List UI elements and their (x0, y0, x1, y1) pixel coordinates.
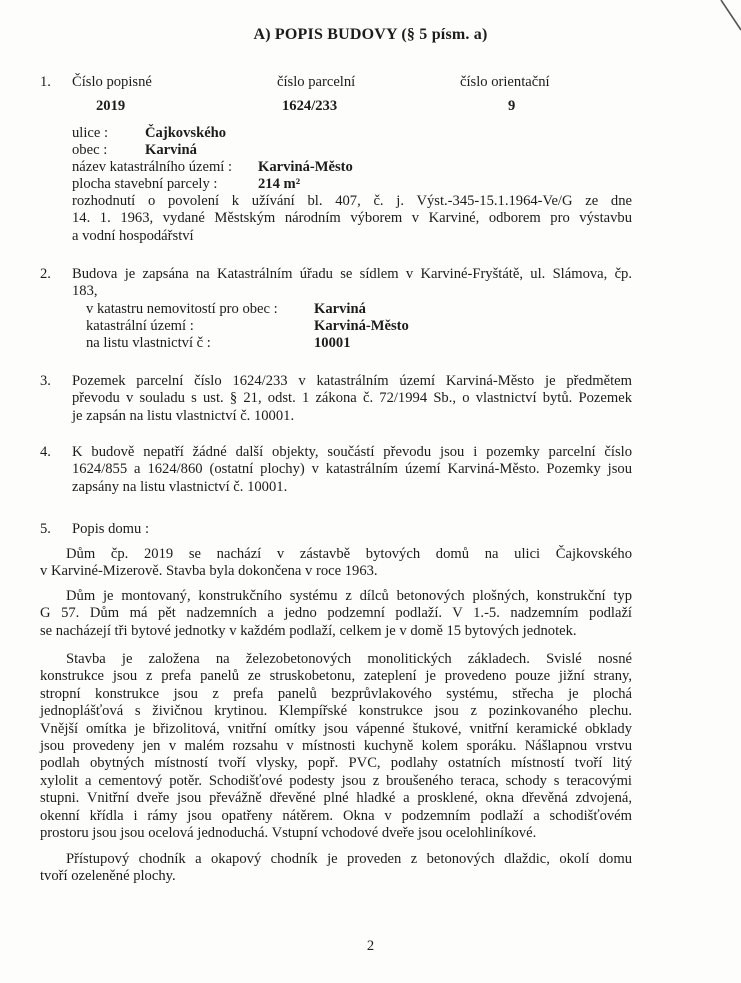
page-number: 2 (366, 938, 375, 954)
rozhodnuti-text (72, 193, 632, 245)
paragraph-2-line-2: G 57. Dům má pět nadzemních a jedno podzemní podlaží. V 1.-5. nadzemním podlaží (40, 605, 632, 622)
section-1-number: 1. (40, 74, 51, 90)
rozhodnuti-line-3: a vodní hospodářství (72, 227, 194, 244)
value-cislo-orientacni: 9 (508, 98, 516, 114)
lv-label: na listu vlastnictví č : (86, 335, 211, 351)
section-4-number: 4. (40, 444, 51, 460)
paragraph-4 (40, 851, 632, 886)
paragraph-4-line-1: Přístupový chodník a okapový chodník je proveden z betonových dlaždic, okolí domu (66, 851, 632, 867)
obec-label: obec : (72, 142, 108, 158)
ulice-label: ulice : (72, 125, 109, 141)
page-title: A) POPIS BUDOVY (§ 5 písm. a) (253, 26, 488, 43)
rozhodnuti-line-2: 14. 1. 1963, vydané Městským národním výborem v Karviné, odborem pro výstavbu (72, 210, 632, 227)
ulice-value: Čajkovského (145, 125, 227, 141)
ku-label: katastrální území : (86, 318, 194, 334)
paragraph-3-line-7: podlah obytných místností tvoří vlysky, popř. PVC, podlahy ostatních místností tvoří litý (40, 755, 632, 772)
paragraph-3-line-10: okenní křídla i rámy jsou opatřeny nátěrem. Okna v podzemním podlaží a schodišťovém (40, 807, 632, 824)
section-2-line-2: 183, (72, 283, 98, 300)
paragraph-2-line-1: Dům je montovaný, konstrukčního systému z dílců betonových plošných, konstrukční typ (66, 588, 632, 604)
paragraph-3-line-6: jsou provedeny jen v malém rozsahu v místnosti kuchyně kolem sporáku. Nášlapnou vrstvu (40, 738, 632, 755)
section-5-heading: Popis domu : (72, 521, 150, 537)
value-cislo-parcelni: 1624/233 (282, 98, 338, 114)
section-3-text (72, 373, 632, 425)
section-2-line-1: Budova je zapsána na Katastrálním úřadu se sídlem v Karviné-Fryštátě, ul. Slámova, čp. (72, 266, 632, 282)
lv-value: 10001 (314, 335, 351, 351)
section-2-text (72, 266, 632, 301)
plocha-value: 214 m² (258, 176, 301, 192)
paragraph-1-line-1: Dům čp. 2019 se nachází v zástavbě bytových domů na ulici Čajkovského (66, 546, 632, 562)
kn-obec-value: Karviná (314, 301, 366, 317)
section-3-line-3: je zapsán na listu vlastnictví č. 10001. (72, 407, 295, 424)
section-4-text (72, 444, 632, 496)
katastralni-uzemi-label: název katastrálního území : (72, 159, 233, 175)
paragraph-3-line-3: stropní konstrukce jsou z prefa panelů bezprůvlakového systému, střecha je plochá (40, 685, 632, 702)
paragraph-1-line-2: v Karviné-Mizerově. Stavba byla dokončena v roce 1963. (40, 563, 378, 580)
paragraph-3 (40, 651, 632, 842)
paragraph-3-line-2: konstrukce jsou z prefa panelů ze struskobetonu, zateplení je provedeno pouze jižní strany, (40, 668, 632, 685)
section-3-line-2: převodu v souladu s ust. § 21, odst. 1 zákona č. 72/1994 Sb., o vlastnictví bytů. Pozemek (72, 390, 632, 407)
label-cislo-orientacni: číslo orientační (460, 74, 550, 90)
paragraph-4-line-2: tvoří ozeleněné plochy. (40, 868, 176, 885)
paragraph-2-line-3: se nacházejí tři bytové jednotky v každém podlaží, celkem je v domě 15 bytových jednotek. (40, 622, 577, 639)
paragraph-3-line-9: stupni. Vnitřní dveře jsou převážně dřevěné plné hladké a prosklené, okna dřevěná zdvojená, (40, 790, 632, 807)
obec-value: Karviná (145, 142, 197, 158)
section-4-line-1: K budově nepatří žádné další objekty, součástí převodu jsou i pozemky parcelní číslo (72, 444, 632, 460)
rozhodnuti-line-1: rozhodnutí o povolení k užívání bl. 407, č. j. Výst.-345-15.1.1964-Ve/G ze dne (72, 193, 632, 209)
paragraph-3-line-4: jednoplášťová s živičnou krytinou. Klempířské konstrukce jsou z pozinkovaného plechu. (40, 703, 632, 720)
paragraph-3-line-11: prostoru jsou jsou ocelová jednoduchá. Vstupní vchodové dveře jsou ocelohliníkové. (40, 825, 537, 842)
section-3-line-1: Pozemek parcelní číslo 1624/233 v katastrálním území Karviná-Město je předmětem (72, 373, 632, 389)
section-2-number: 2. (40, 266, 51, 282)
paragraph-3-line-5: Vnější omítka je břizolitová, vnitřní omítky jsou vápenné štukové, vnitřní keramické obklady (40, 720, 632, 737)
paragraph-2 (40, 588, 632, 640)
label-cislo-parcelni: číslo parcelní (277, 74, 356, 90)
section-4-line-2: 1624/855 a 1624/860 (ostatní plochy) v katastrálním území Karviná-Město. Pozemky jsou (72, 461, 632, 478)
paragraph-3-line-1: Stavba je založena na železobetonových monolitických základech. Svislé nosné (66, 651, 632, 667)
label-cislo-popisne: Číslo popisné (72, 74, 152, 90)
value-cislo-popisne: 2019 (96, 98, 126, 114)
plocha-label: plocha stavební parcely : (72, 176, 218, 192)
katastralni-uzemi-value: Karviná-Město (258, 159, 353, 175)
paragraph-3-line-8: xylolit a cementový potěr. Schodišťové podesty jsou z broušeného teraca, schody s teracovými (40, 772, 632, 789)
section-5-number: 5. (40, 521, 51, 537)
kn-obec-label: v katastru nemovitostí pro obec : (86, 301, 278, 317)
paragraph-1 (40, 546, 632, 581)
ku-value: Karviná-Město (314, 318, 409, 334)
section-3-number: 3. (40, 373, 51, 389)
section-4-line-3: zapsány na listu vlastnictví č. 10001. (72, 478, 288, 495)
